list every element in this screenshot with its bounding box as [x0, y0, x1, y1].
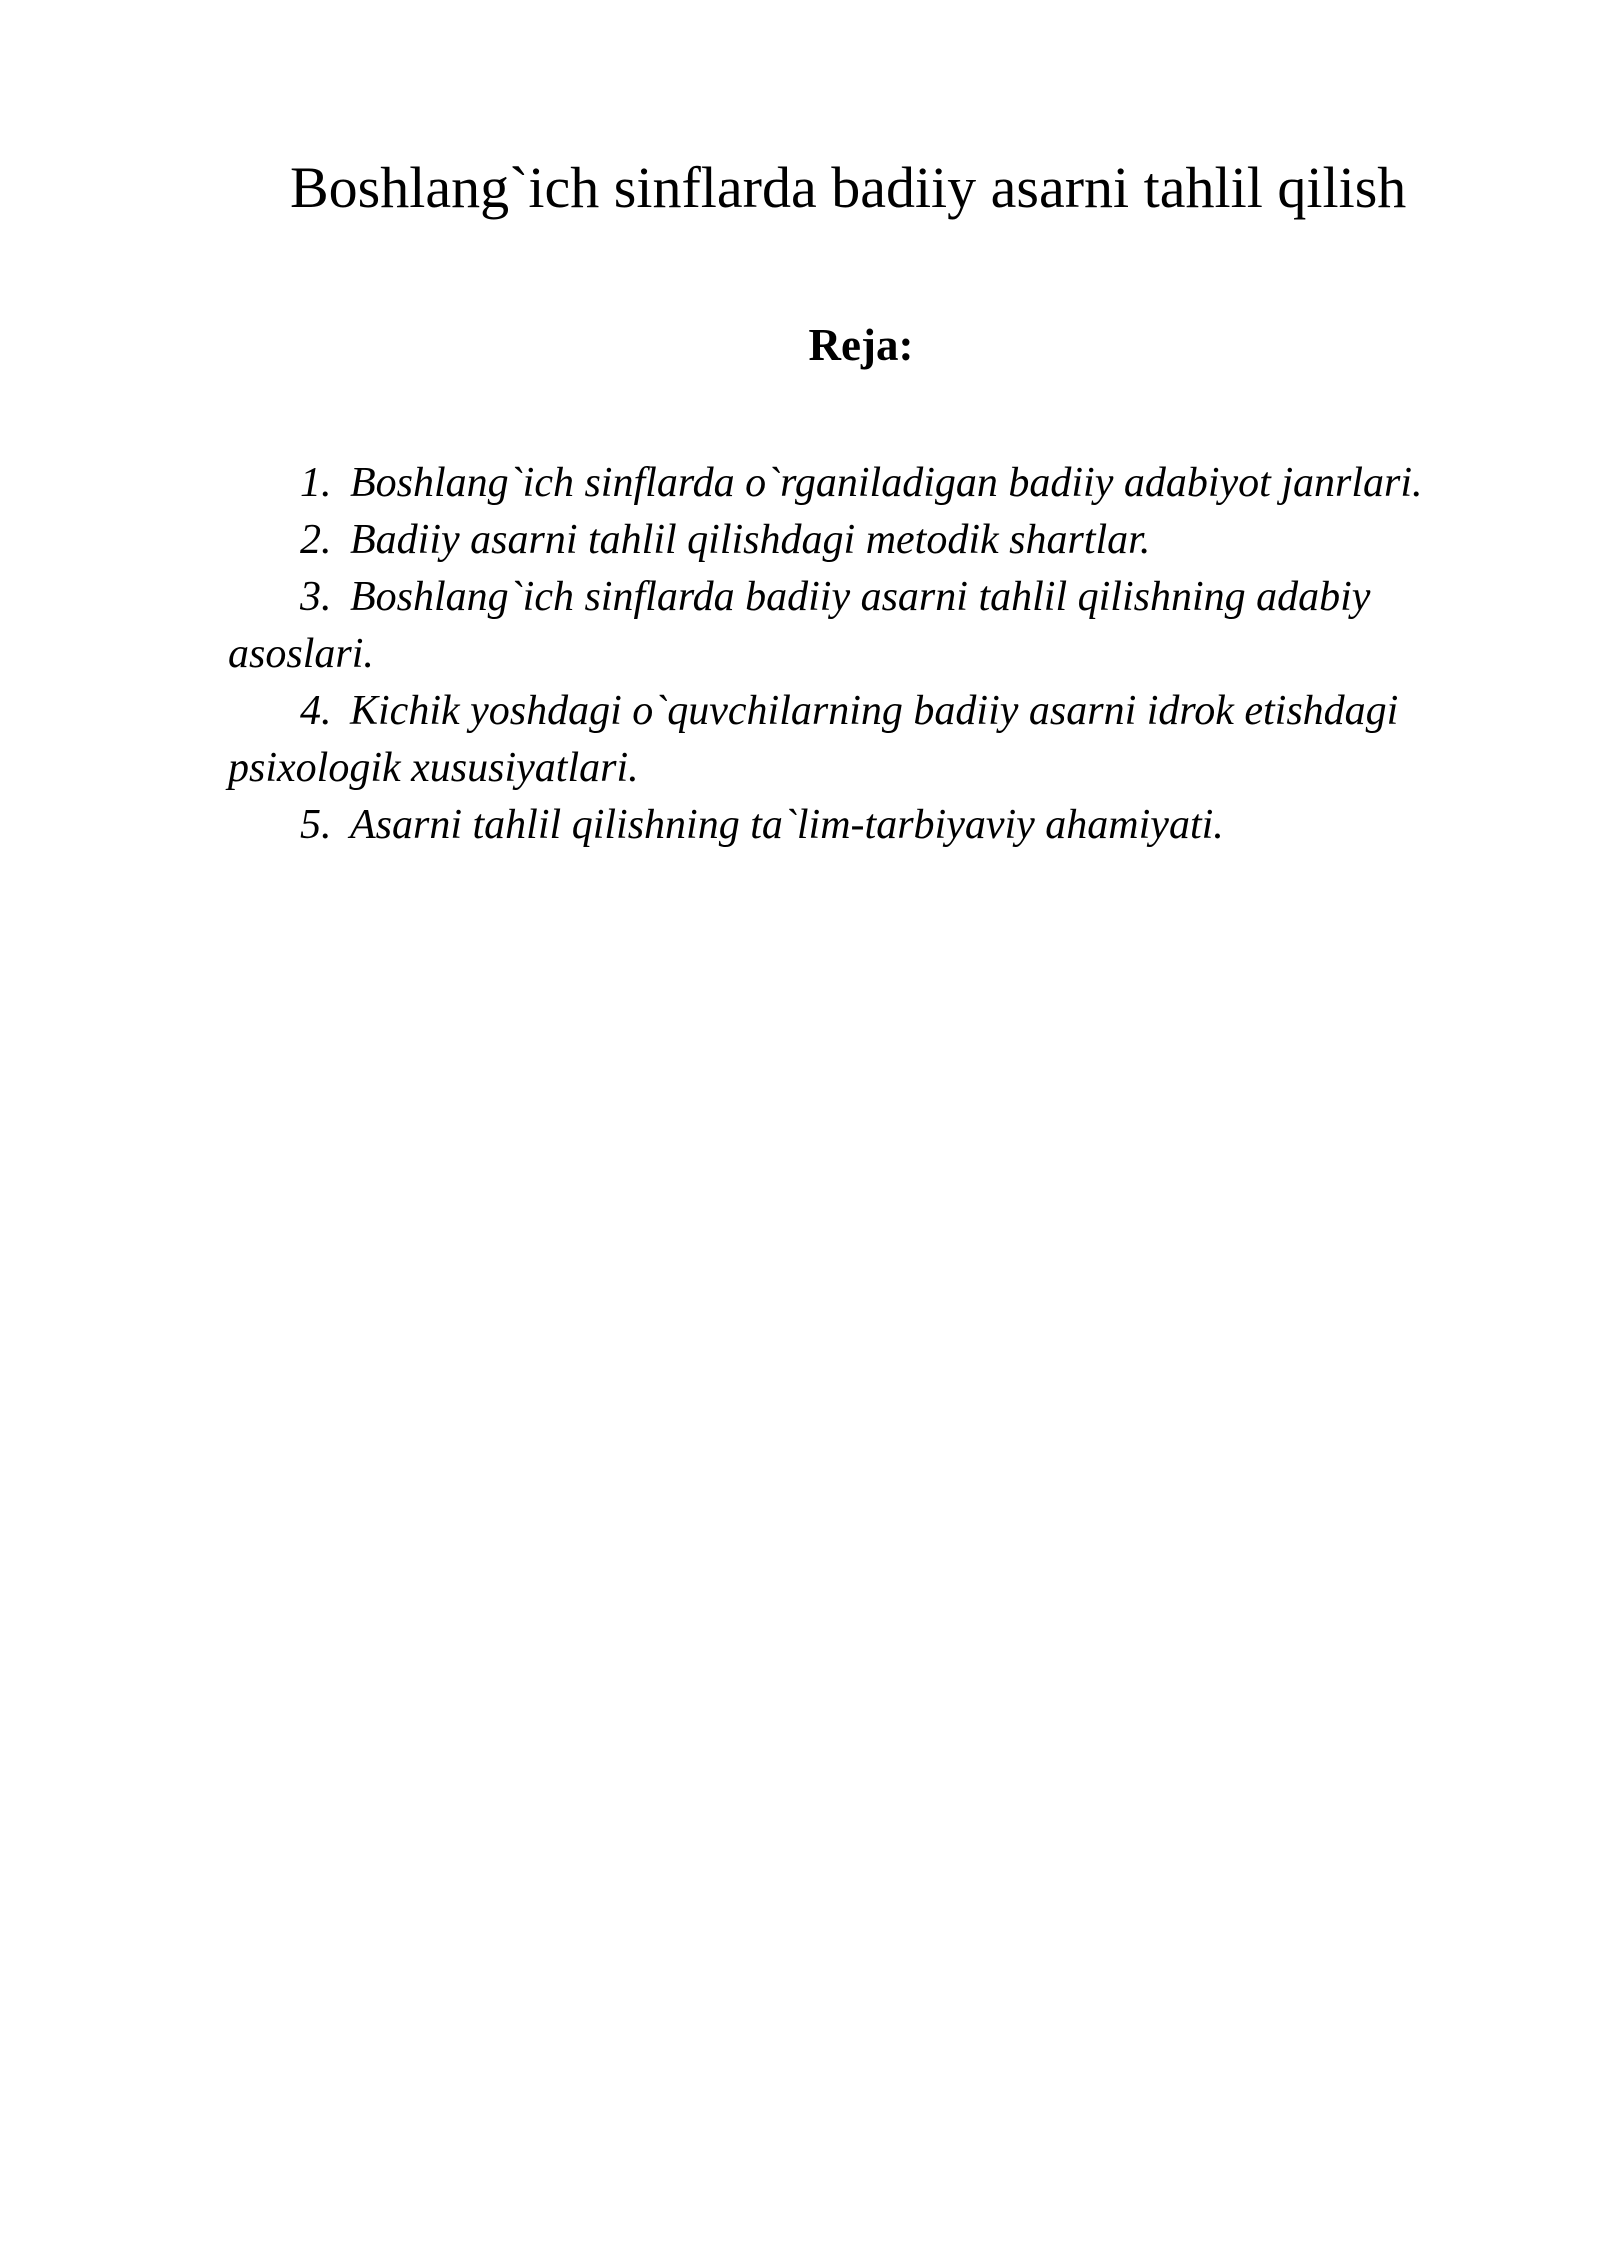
- plan-item-number: 2.: [300, 517, 332, 563]
- plan-item: [228, 683, 1468, 797]
- plan-item-text: Boshlang`ich sinflarda badiiy asarni tahlil qilishning adabiy asoslari.: [228, 574, 1371, 677]
- plan-item: [228, 455, 1468, 512]
- plan-item-text: Asarni tahlil qilishning ta`lim-tarbiyaviy ahamiyati.: [350, 802, 1224, 848]
- plan-item-text: Badiiy asarni tahlil qilishdagi metodik shartlar.: [350, 517, 1151, 563]
- plan-item-number: 3.: [300, 574, 332, 620]
- plan-item-number: 5.: [300, 802, 332, 848]
- plan-item: [228, 569, 1468, 683]
- plan-heading: Reja:: [808, 320, 914, 370]
- plan-item-text: Kichik yoshdagi o`quvchilarning badiiy asarni idrok etishdagi psixologik xususiyatlari.: [228, 688, 1399, 791]
- plan-item: [228, 512, 1468, 569]
- plan-item-number: 4.: [300, 688, 332, 734]
- plan-item-number: 1.: [300, 460, 332, 506]
- plan-item-text: Boshlang`ich sinflarda o`rganiladigan badiiy adabiyot janrlari.: [350, 460, 1423, 506]
- plan-list: [228, 455, 1468, 854]
- document-title: Boshlang`ich sinflarda badiiy asarni tahlil qilish: [290, 155, 1407, 220]
- plan-item: [228, 797, 1468, 854]
